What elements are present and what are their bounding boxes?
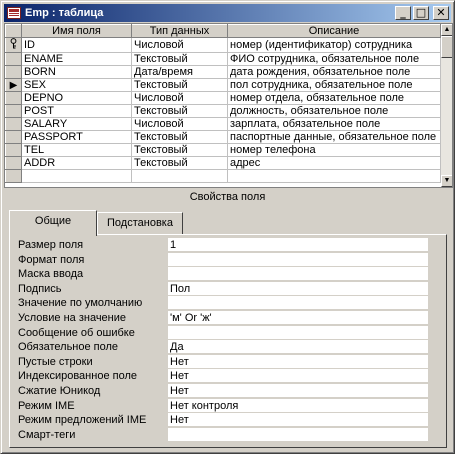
property-value-field[interactable]: Нет <box>168 369 428 383</box>
field-properties-label: Свойства поля <box>189 191 266 203</box>
property-row <box>18 282 428 297</box>
minimize-button[interactable]: _ <box>395 6 411 20</box>
description-cell[interactable]: адрес <box>228 157 441 170</box>
data-type-cell[interactable]: Числовой <box>132 92 228 105</box>
field-grid <box>4 23 453 188</box>
table-row[interactable] <box>6 66 441 79</box>
table-row[interactable] <box>6 144 441 157</box>
property-label: Формат поля <box>18 253 85 266</box>
table-row[interactable] <box>6 131 441 144</box>
field-name-cell[interactable]: TEL <box>22 144 132 157</box>
property-row <box>18 296 428 311</box>
data-type-cell[interactable]: Числовой <box>132 118 228 131</box>
property-label: Маска ввода <box>18 268 84 281</box>
property-row <box>18 340 428 355</box>
row-selector[interactable] <box>6 92 22 105</box>
property-value-field[interactable]: Нет <box>168 355 428 369</box>
field-name-cell[interactable]: BORN <box>22 66 132 79</box>
property-row <box>18 384 428 399</box>
tab-lookup[interactable]: Подстановка <box>97 212 183 234</box>
description-cell[interactable]: пол сотрудника, обязательное поле <box>228 79 441 92</box>
description-cell[interactable]: дата рождения, обязательное поле <box>228 66 441 79</box>
property-value-field[interactable] <box>168 267 428 281</box>
property-value-field[interactable] <box>168 326 428 340</box>
description-cell[interactable]: паспортные данные, обязательное поле <box>228 131 441 144</box>
property-value-field[interactable]: Да <box>168 340 428 354</box>
field-name-cell[interactable]: ID <box>22 38 132 53</box>
property-label: Условие на значение <box>18 312 127 324</box>
general-properties-panel <box>9 234 447 448</box>
key-icon <box>9 38 18 49</box>
row-selector[interactable] <box>6 38 22 53</box>
description-cell[interactable]: номер отдела, обязательное поле <box>228 92 441 105</box>
property-value-field[interactable]: Нет <box>168 384 428 398</box>
property-label: Режим IME <box>18 399 75 412</box>
close-button[interactable]: ✕ <box>433 6 449 20</box>
property-label: Подпись <box>18 282 62 295</box>
property-row <box>18 253 428 268</box>
field-name-cell[interactable]: SEX <box>22 79 132 92</box>
property-value-field[interactable] <box>168 253 428 267</box>
property-value-field[interactable]: 1 <box>168 238 428 252</box>
scroll-up-arrow-icon[interactable]: ▲ <box>441 24 453 36</box>
row-selector[interactable] <box>6 118 22 131</box>
property-label: Сообщение об ошибке <box>18 326 135 339</box>
property-value-field[interactable]: Нет <box>168 413 428 427</box>
vertical-scrollbar[interactable] <box>441 24 453 187</box>
table-row[interactable] <box>6 38 441 53</box>
current-row-arrow-icon: ▶ <box>9 80 18 91</box>
table-row[interactable] <box>6 105 441 118</box>
data-type-cell[interactable]: Дата/время <box>132 66 228 79</box>
property-value-field[interactable] <box>168 296 428 310</box>
field-name-cell[interactable]: PASSPORT <box>22 131 132 144</box>
description-cell[interactable]: номер (идентификатор) сотрудника <box>228 38 441 53</box>
field-name-cell[interactable]: ADDR <box>22 157 132 170</box>
table-row[interactable] <box>6 118 441 131</box>
property-label: Сжатие Юникод <box>18 385 101 397</box>
property-row <box>18 355 428 370</box>
table-row[interactable] <box>6 157 441 170</box>
table-icon <box>7 7 21 19</box>
scroll-down-arrow-icon[interactable]: ▼ <box>441 175 453 187</box>
description-cell[interactable]: зарплата, обязательное поле <box>228 118 441 131</box>
property-value-field[interactable]: Нет контроля <box>168 399 428 413</box>
property-label: Смарт-теги <box>18 428 76 441</box>
table-row[interactable] <box>6 92 441 105</box>
description-cell[interactable]: номер телефона <box>228 144 441 157</box>
field-name-cell[interactable]: POST <box>22 105 132 118</box>
property-row <box>18 311 428 326</box>
property-row <box>18 326 428 341</box>
table-row[interactable] <box>6 53 441 66</box>
property-row <box>18 399 428 414</box>
property-row <box>18 428 428 443</box>
table-row[interactable] <box>6 79 441 92</box>
row-selector[interactable] <box>6 105 22 118</box>
property-label: Пустые строки <box>18 355 93 368</box>
property-value-field[interactable]: 'м' Or 'ж' <box>168 311 428 325</box>
property-label: Значение по умолчанию <box>18 297 143 310</box>
row-selector[interactable] <box>6 170 22 183</box>
data-type-cell[interactable]: Текстовый <box>132 157 228 170</box>
property-row <box>18 238 428 253</box>
column-header-data-type[interactable]: Тип данных <box>132 25 228 38</box>
row-selector[interactable] <box>6 157 22 170</box>
property-label: Обязательное поле <box>18 341 119 354</box>
window-title: Emp : таблица <box>25 7 104 19</box>
row-selector[interactable] <box>6 53 22 66</box>
row-selector[interactable] <box>6 144 22 157</box>
data-type-cell[interactable]: Текстовый <box>132 144 228 157</box>
data-type-cell[interactable]: Числовой <box>132 38 228 53</box>
property-row <box>18 413 428 428</box>
data-type-cell[interactable]: Текстовый <box>132 79 228 92</box>
data-type-cell[interactable] <box>132 170 228 183</box>
description-cell[interactable]: должность, обязательное поле <box>228 105 441 118</box>
property-row <box>18 267 428 282</box>
row-selector[interactable] <box>6 66 22 79</box>
data-type-cell[interactable]: Текстовый <box>132 105 228 118</box>
row-selector[interactable] <box>6 79 22 92</box>
row-selector[interactable] <box>6 131 22 144</box>
grid-header-row <box>6 25 441 38</box>
property-row <box>18 369 428 384</box>
property-label: Индексированное поле <box>18 370 137 383</box>
table-row[interactable] <box>6 170 441 183</box>
property-value-field[interactable]: Пол <box>168 282 428 296</box>
row-selector-header <box>6 25 22 38</box>
field-name-cell[interactable]: SALARY <box>22 118 132 131</box>
description-cell[interactable]: ФИО сотрудника, обязательное поле <box>228 53 441 66</box>
property-label: Размер поля <box>18 239 84 251</box>
field-name-cell[interactable]: ENAME <box>22 53 132 66</box>
scroll-thumb[interactable] <box>441 36 453 58</box>
data-type-cell[interactable]: Текстовый <box>132 53 228 66</box>
column-header-description[interactable]: Описание <box>228 25 441 38</box>
tab-general[interactable]: Общие <box>9 210 97 236</box>
property-label: Режим предложений IME <box>18 414 147 427</box>
title-bar[interactable] <box>4 4 451 22</box>
column-header-field-name[interactable]: Имя поля <box>22 25 132 38</box>
description-cell[interactable] <box>228 170 441 183</box>
data-type-cell[interactable]: Текстовый <box>132 131 228 144</box>
field-name-cell[interactable] <box>22 170 132 183</box>
field-name-cell[interactable]: DEPNO <box>22 92 132 105</box>
property-value-field[interactable] <box>168 428 428 442</box>
maximize-button[interactable]: □ <box>413 6 429 20</box>
